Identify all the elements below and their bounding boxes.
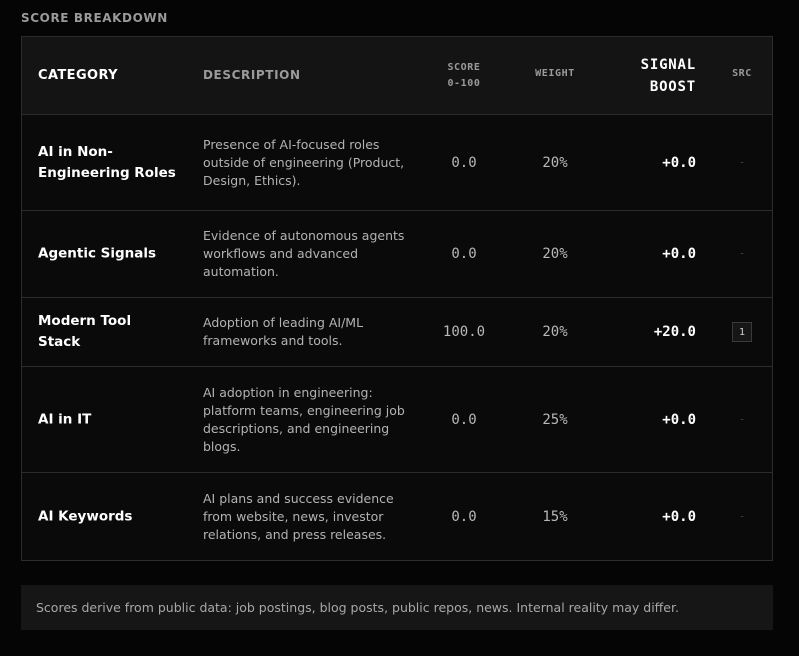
row-src-empty: -	[738, 248, 746, 260]
row-src-empty: -	[738, 511, 746, 522]
table-row	[22, 115, 772, 211]
row-weight: 20%	[542, 154, 568, 171]
header-weight: WEIGHT	[535, 68, 575, 79]
row-score: 0.0	[451, 411, 477, 428]
row-description: Presence of AI-focused roles outside of engineering (Product, Design, Ethics).	[203, 136, 405, 188]
row-signal-boost: +0.0	[662, 508, 696, 525]
row-description: AI adoption in engineering: platform teams, engineering job descriptions, and engineering blogs.	[203, 384, 405, 454]
row-score: 0.0	[451, 154, 477, 171]
row-description: Adoption of leading AI/ML frameworks and tools.	[203, 315, 364, 348]
row-category: AI Keywords	[38, 508, 133, 524]
table-row	[22, 367, 772, 473]
header-boost-line1: SIGNAL	[640, 57, 696, 73]
header-score	[434, 60, 494, 92]
row-signal-boost: +0.0	[662, 154, 696, 171]
data-disclaimer: Scores derive from public data: job postings, blog posts, public repos, news. Internal reality may differ.	[21, 585, 773, 630]
header-signal-boost	[612, 54, 696, 98]
row-category: AI in Non-Engineering Roles	[38, 143, 176, 181]
source-link-badge[interactable]: 1	[732, 322, 752, 342]
header-category: CATEGORY	[38, 68, 118, 83]
row-signal-boost: +20.0	[653, 324, 696, 340]
header-score-label: SCORE	[447, 62, 481, 73]
table-row	[22, 473, 772, 560]
row-category: AI in IT	[38, 411, 92, 427]
row-weight: 15%	[542, 508, 568, 525]
row-description: Evidence of autonomous agents workflows and advanced automation.	[203, 228, 405, 279]
header-src: SRC	[732, 68, 752, 79]
header-score-range: 0-100	[447, 78, 481, 89]
row-score: 100.0	[442, 324, 486, 340]
row-src-empty: -	[738, 414, 746, 425]
row-weight: 20%	[542, 324, 568, 340]
header-boost-line2: BOOST	[649, 79, 696, 95]
row-category: Agentic Signals	[38, 245, 157, 262]
row-signal-boost: +0.0	[662, 246, 696, 262]
section-title: SCORE BREAKDOWN	[21, 11, 168, 25]
row-score: 0.0	[451, 246, 477, 262]
row-score: 0.0	[451, 508, 477, 525]
table-header	[22, 37, 772, 115]
row-signal-boost: +0.0	[662, 411, 696, 428]
row-src	[722, 322, 762, 342]
row-weight: 20%	[542, 246, 568, 262]
row-description: AI plans and success evidence from website, news, investor relations, and press releases.	[203, 490, 394, 542]
row-category: Modern Tool Stack	[38, 313, 132, 350]
table-row	[22, 211, 772, 298]
table-row	[22, 298, 772, 367]
row-src-empty: -	[738, 157, 746, 168]
header-description: DESCRIPTION	[203, 68, 301, 82]
row-weight: 25%	[542, 411, 568, 428]
score-breakdown-table	[21, 36, 773, 561]
